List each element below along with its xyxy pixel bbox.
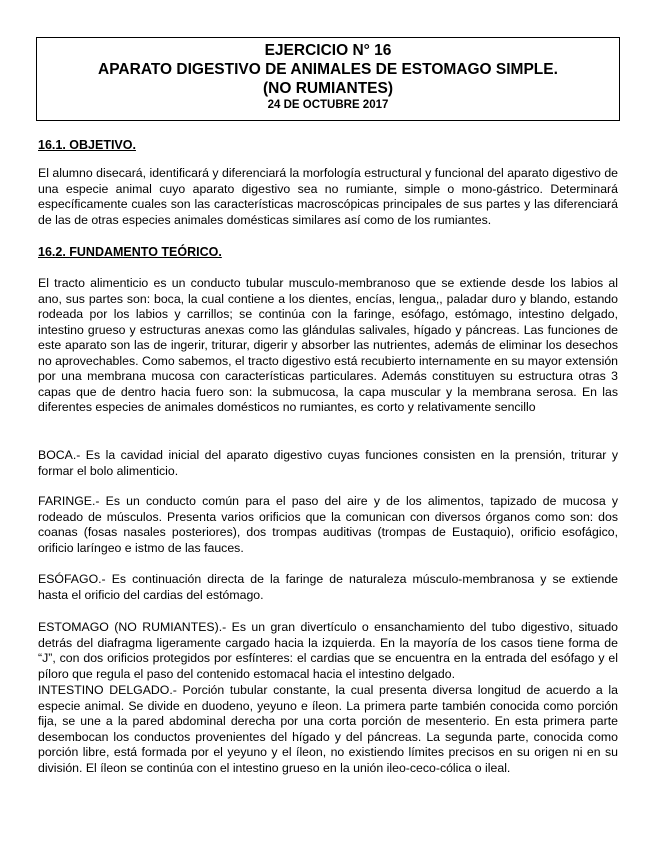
objective-paragraph: El alumno disecará, identificará y diferenciará la morfología estructural y funcional del aparato digestivo de una especie animal cuyo aparato digestivo sea no rumiante, simple o mono-gástrico. Determinará específicamente cuales son las características macroscópicas principales de sus partes y las diferenciará de las de otras especies animales domésticas similares así como de los rumiantes. xyxy=(38,166,618,227)
document-subtitle: (NO RUMIANTES) xyxy=(262,80,394,97)
theory-paragraph: El tracto alimenticio es un conducto tubular musculo-membranoso que se extiende desde los labios al ano, sus partes son: boca, la cual contiene a los dientes, encías, lengua,, paladar duro y blando, estando rodeada por los labios y carrillos; se continúa con la faringe, esófago, estómago, intestino delgado, intestino grueso y estructuras anexas como las glándulas salivales, hígado y páncreas. Las funciones de este aparato son las de ingerir, triturar, digerir y absorber las nutrientes, además de eliminar los desechos no aprovechables. Como sabemos, el tracto digestivo está recubierto internamente en su mayor extensión por una membrana mucosa con características particulares. Además constituyen su estructura otras 3 capas que de dentro hacia fuero son: la submucosa, la capa muscular y la membrana serosa. En las diferentes especies de animales domésticos no rumiantes, es corto y relativamente sencillo xyxy=(38,276,618,414)
exercise-number: EJERCICIO N° 16 xyxy=(264,42,392,59)
intestino-delgado-paragraph: INTESTINO DELGADO.- Porción tubular constante, la cual presenta diversa longitud de acuerdo a la especie animal. Se divide en duodeno, yeyuno e íleon. La primera parte también conocida como porción fija, se une a la pared abdominal derecha por una corta porción de mesenterio. En esta primera parte desembocan los conductos provenientes del hígado y del páncreas. La segunda parte, conocida como porción libre, está formada por el yeyuno y el íleon, no existiendo límites precisos en su origen ni en su división. El íleon se continúa con el intestino grueso en la unión ileo-ceco-cólica o ileal. xyxy=(38,683,618,775)
title-box xyxy=(36,37,620,121)
boca-paragraph: BOCA.- Es la cavidad inicial del aparato digestivo cuyas funciones consisten en la prensión, triturar y formar el bolo alimenticio. xyxy=(38,448,618,478)
faringe-paragraph: FARINGE.- Es un conducto común para el paso del aire y de los alimentos, tapizado de mucosa y rodeado de músculos. Presenta varios orificios que la comunican con diversos órganos como son: dos coanas (fosas nasales posteriores), dos trompas auditivas (trompas de Eustaquio), orificio esofágico, orificio laríngeo e istmo de las fauces. xyxy=(38,494,618,555)
theory-heading: 16.2. FUNDAMENTO TEÓRICO. xyxy=(38,245,222,259)
estomago-paragraph: ESTOMAGO (NO RUMIANTES).- Es un gran divertículo o ensanchamiento del tubo digestivo, situado detrás del diafragma ligeramente cargado hacia la izquierda. En la mayoría de los casos tiene forma de “J”, con dos orificios protegidos por esfínteres: el cardias que se encuentra en la entrada del esófago y el píloro que regula el paso del contenido estomacal hacia el intestino delgado. xyxy=(38,620,618,681)
document-title: APARATO DIGESTIVO DE ANIMALES DE ESTOMAGO SIMPLE. xyxy=(98,61,558,78)
esofago-paragraph: ESÓFAGO.- Es continuación directa de la faringe de naturaleza músculo-membranosa y se extiende hasta el orificio del cardias del estómago. xyxy=(38,572,618,602)
objective-heading: 16.1. OBJETIVO. xyxy=(38,138,136,152)
document-date: 24 DE OCTUBRE 2017 xyxy=(267,99,389,111)
